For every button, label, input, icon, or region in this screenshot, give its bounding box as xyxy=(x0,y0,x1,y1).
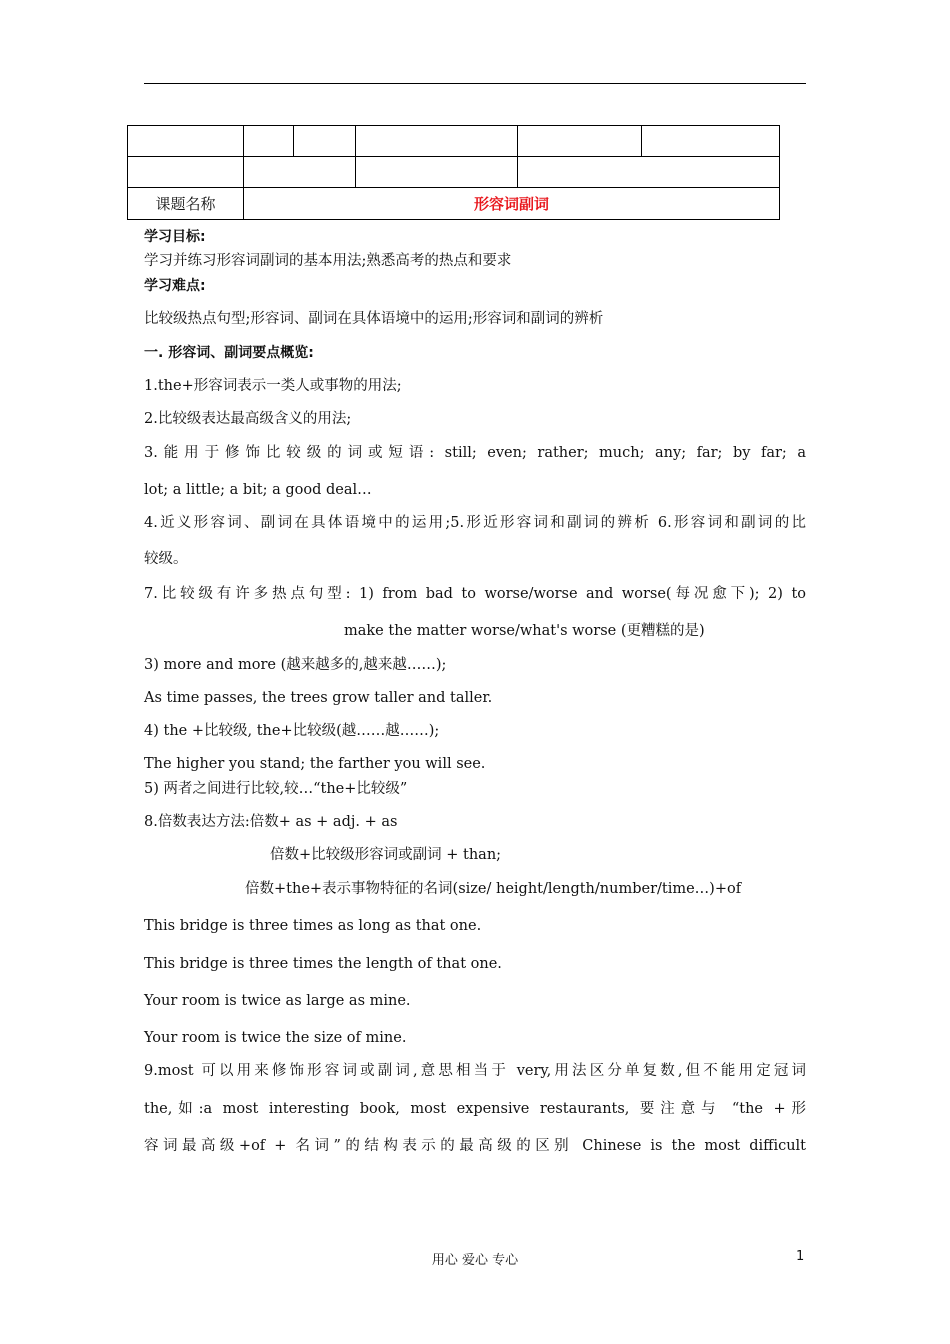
table-cell xyxy=(244,126,294,157)
list-item: 1.the+形容词表示一类人或事物的用法; xyxy=(144,378,402,394)
table-cell xyxy=(356,157,518,188)
objectives-text: 学习并练习形容词副词的基本用法;熟悉高考的热点和要求 xyxy=(144,253,512,269)
list-item: 倍数+the+表示事物特征的名词(size/ height/length/number/time…)+of xyxy=(245,881,742,897)
list-item: 4) the +比较级, the+比较级(越……越……); xyxy=(144,723,440,739)
table-row xyxy=(128,157,780,188)
list-item: 倍数+比较级形容词或副词 + than; xyxy=(270,847,502,863)
table-cell xyxy=(356,126,518,157)
table-cell xyxy=(294,126,356,157)
example-sentence: This bridge is three times the length of that one. xyxy=(144,956,502,972)
table-cell xyxy=(244,157,356,188)
lesson-info-table xyxy=(127,125,780,220)
table-cell xyxy=(518,126,642,157)
table-cell xyxy=(518,157,780,188)
objectives-heading: 学习目标: xyxy=(144,229,206,245)
example-sentence: The higher you stand; the farther you will see. xyxy=(144,756,486,772)
example-sentence: As time passes, the trees grow taller and taller. xyxy=(144,690,493,706)
header-rule xyxy=(144,83,806,84)
difficulties-text: 比较级热点句型;形容词、副词在具体语境中的运用;形容词和副词的辨析 xyxy=(144,311,604,327)
list-item: 较级。 xyxy=(144,551,188,567)
table-cell xyxy=(642,126,780,157)
list-item: 3) more and more (越来越多的,越来越……); xyxy=(144,657,447,673)
list-item: 9.most 可以用来修饰形容词或副词,意思相当于 very,用法区分单复数,但不能用定冠词 xyxy=(144,1063,806,1079)
example-sentence: This bridge is three times as long as that one. xyxy=(144,918,482,934)
list-item: 8.倍数表达方法:倍数+ as + adj. + as xyxy=(144,814,398,830)
table-row xyxy=(128,188,780,220)
page-number: 1 xyxy=(796,1249,805,1264)
table-cell xyxy=(128,157,244,188)
table-row xyxy=(128,126,780,157)
example-sentence: Your room is twice the size of mine. xyxy=(144,1030,407,1046)
topic-label: 课题名称 xyxy=(128,188,244,220)
list-item: lot; a little; a bit; a good deal… xyxy=(144,482,372,498)
page-footer: 用心 爱心 专心 xyxy=(431,1253,519,1268)
list-item: 3.能用于修饰比较级的词或短语: still; even; rather; much; any; far; by far; a xyxy=(144,445,806,461)
list-item: the,如:a most interesting book, most expensive restaurants, 要注意与 “the +形 xyxy=(144,1101,806,1117)
list-item: make the matter worse/what's worse (更糟糕的是) xyxy=(344,623,705,639)
list-item: 7.比较级有许多热点句型: 1) from bad to worse/worse and worse(每况愈下); 2) to xyxy=(144,586,806,602)
list-item: 2.比较级表达最高级含义的用法; xyxy=(144,411,352,427)
section-heading: 一. 形容词、副词要点概览: xyxy=(144,345,314,361)
list-item: 5) 两者之间进行比较,较…“the+比较级” xyxy=(144,781,408,797)
example-sentence: Your room is twice as large as mine. xyxy=(144,993,411,1009)
list-item: 容词最高级+of + 名词”的结构表示的最高级的区别 Chinese is the most difficult xyxy=(144,1138,806,1154)
list-item: 4.近义形容词、副词在具体语境中的运用;5.形近形容词和副词的辨析 6.形容词和副词的比 xyxy=(144,515,806,531)
topic-title: 形容词副词 xyxy=(244,188,780,220)
table-cell xyxy=(128,126,244,157)
difficulties-heading: 学习难点: xyxy=(144,278,206,294)
